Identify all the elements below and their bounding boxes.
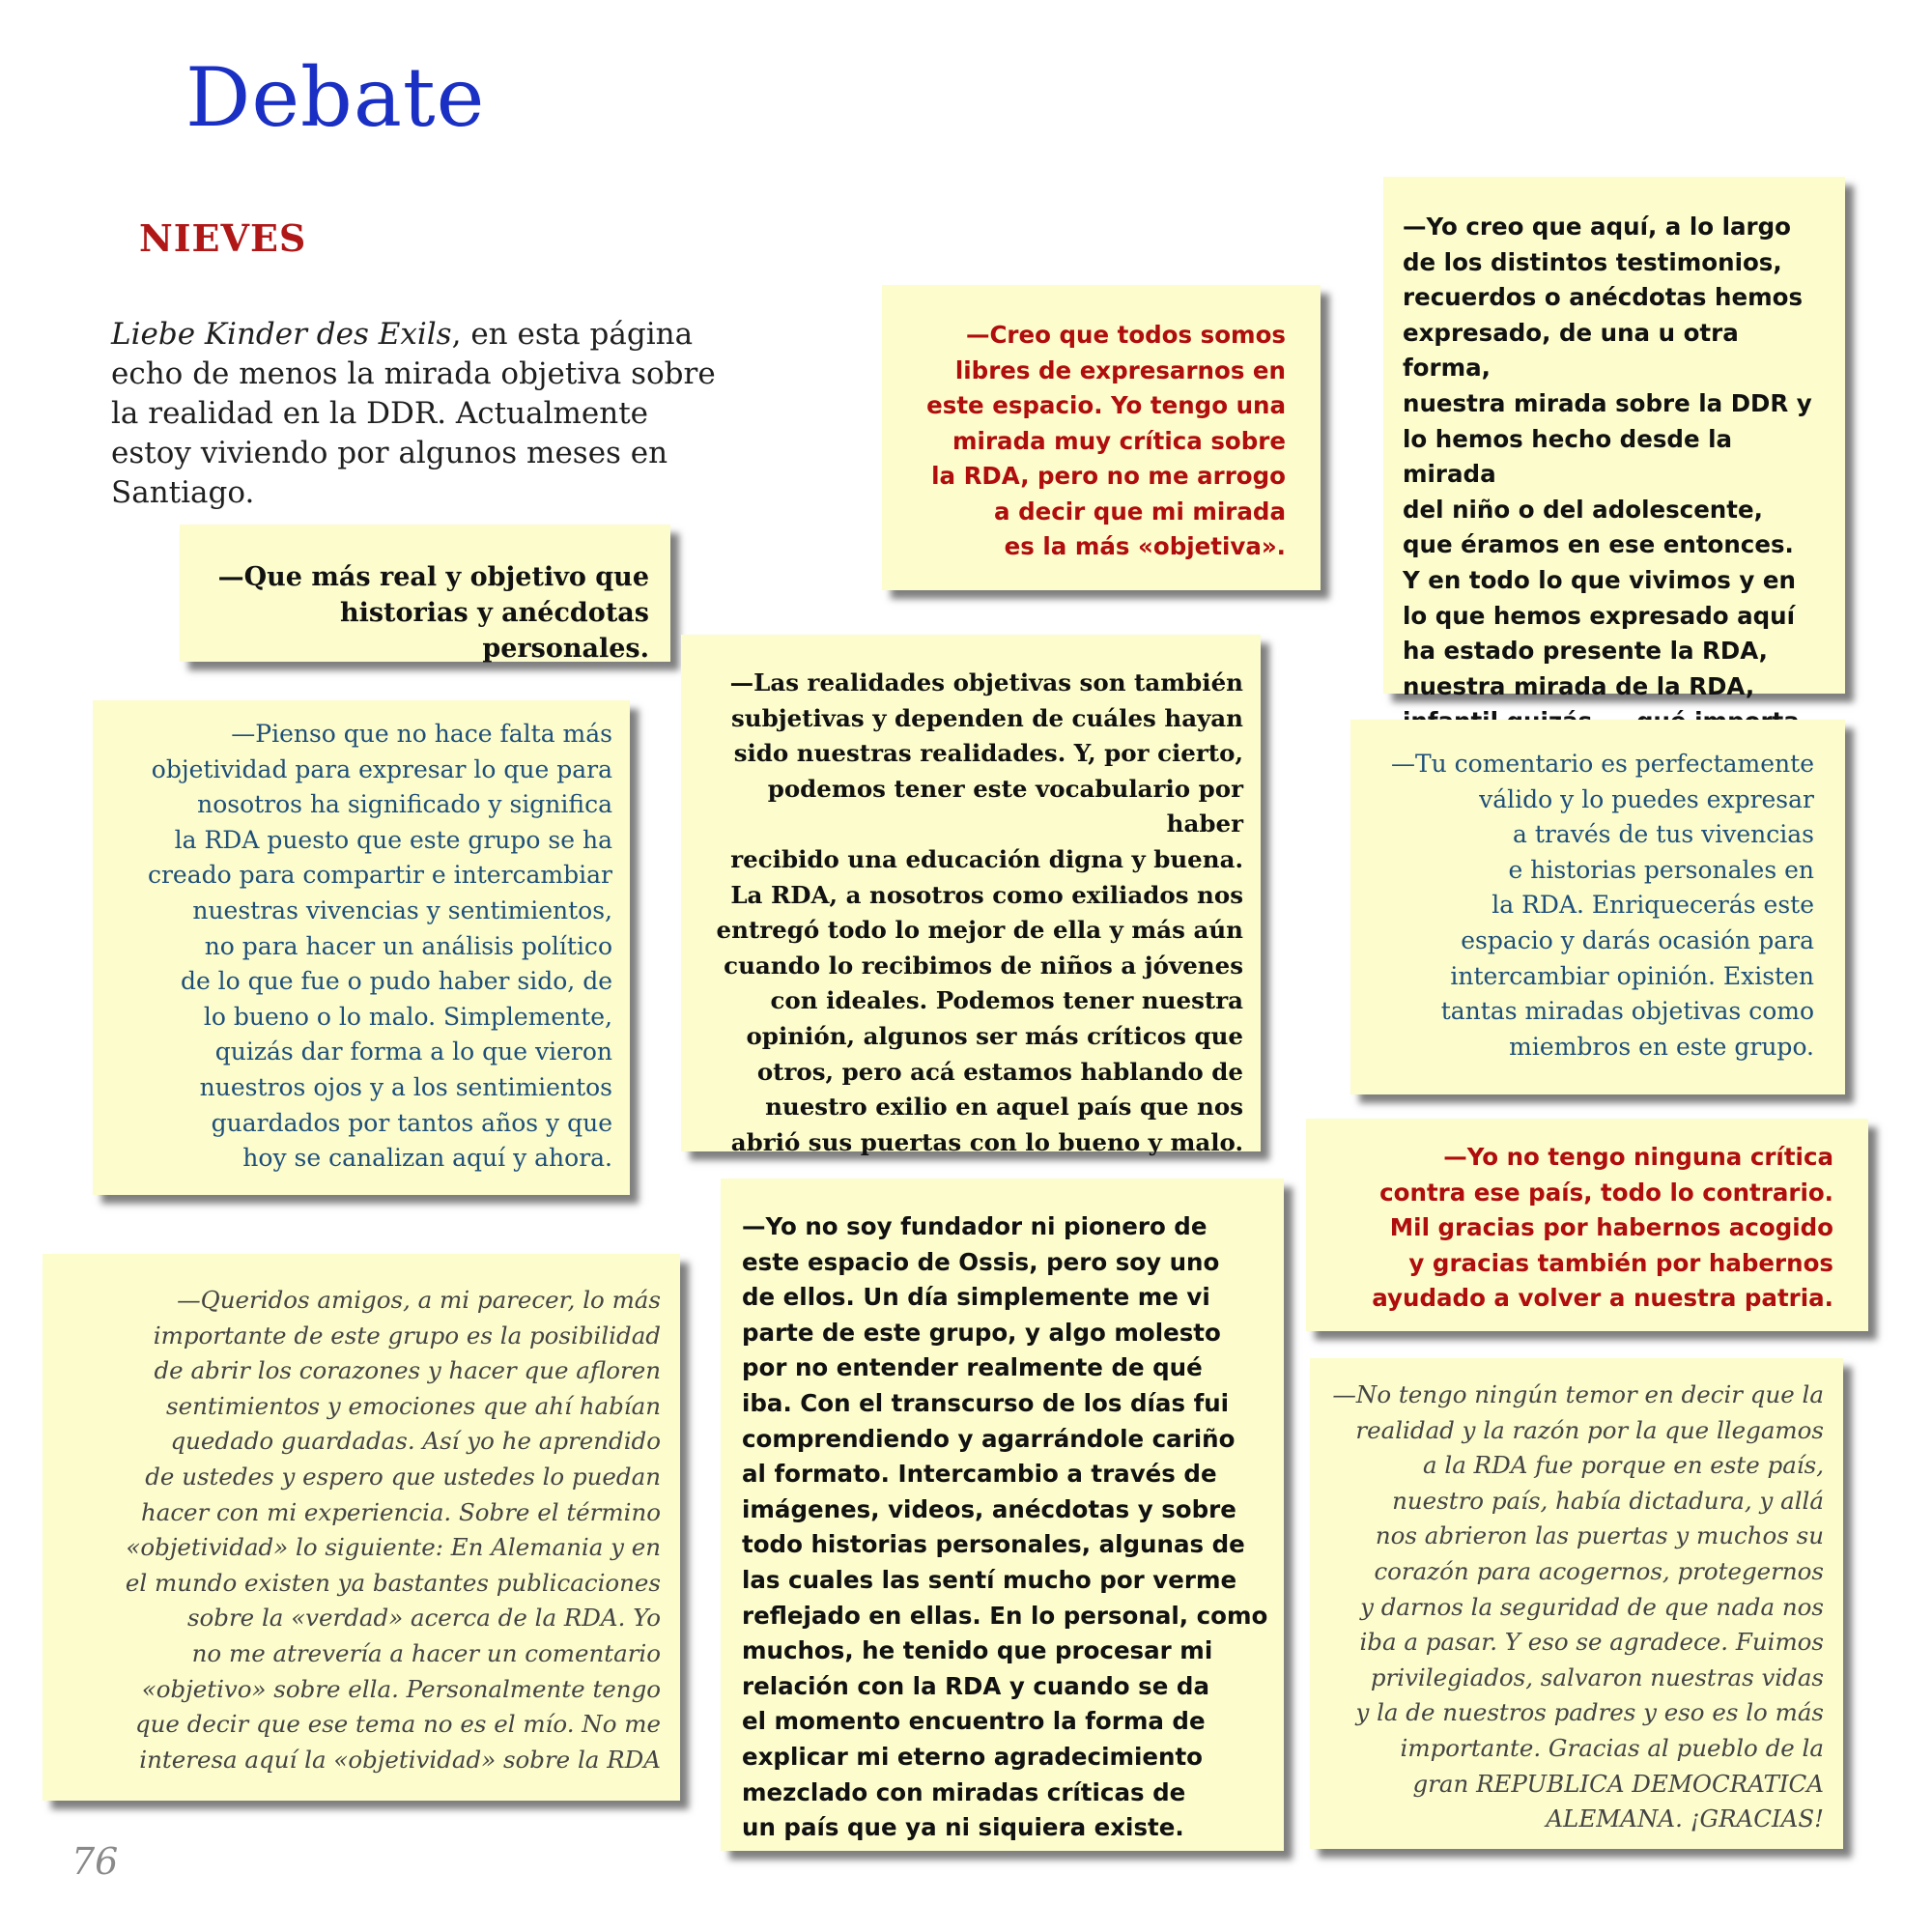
comment-note-4 <box>93 700 630 1195</box>
comment-text: —Yo creo que aquí, a lo largo de los distintos testimonios, recuerdos o anécdotas hemos expresado, de una u otra forma, nuestra mirada sobre la DDR y lo hemos hecho desde la mirada del niño o del adolescente, que éramos en ese entonces. Y en todo lo que vivimos y en lo que hemos expresado aquí ha estado presente la RDA, nuestra mirada de la RDA, <box>1403 213 1812 700</box>
intro-text: , en esta página echo de menos la mirada objetiva sobre la realidad en la DDR. Actualmente estoy viviendo por algunos meses en Santiago. <box>111 317 716 510</box>
page-title: Debate <box>185 50 486 145</box>
comment-text: —Las realidades objetivas son también subjetivas y dependen de cuáles hayan sido nuestras realidades. Y, por cierto, podemos tener este vocabulario por haber recibido una educación digna y buena. La RDA, a nosotros como exiliados nos entregó todo lo mejor de ella y más aún cuando lo recibimos de niños a jóvenes con ideales. Podemos tener nuestra opinión, algunos ser más críticos que otros, pero acá estamos hablando de nuestro exilio en aquel país que nos abrió sus puertas con lo bueno y malo. <box>716 668 1243 1156</box>
comment-text: —Tu comentario es perfectamente válido y lo puedes expresar a través de tus vivencias e historias personales en la RDA. Enriquecerás este espacio y darás ocasión para intercambiar opinión. Existen tantas miradas objetivas como miembros en este grupo. <box>1390 750 1814 1061</box>
comment-text: —Que más real y objetivo que historias y anécdotas personales. <box>217 562 649 664</box>
comment-note-7 <box>1306 1119 1868 1331</box>
comment-text: —Yo no soy fundador ni pionero de este espacio de Ossis, pero soy uno de ellos. Un día simplemente me vi parte de este grupo, y algo molesto por no entender realmente de qué iba. Con el transcurso de los días fui comprendiendo y agarrándole cariño al formato. Intercambio a través de imágenes, videos, anécdotas y sobre todo historias personales, algunas de las cuales las sentí mucho por verme reflejado en ellas. En lo personal, como muchos, he tenido que procesar mi relación con la RDA y cuando se da el momento encuentro la forma de explicar mi eterno agradecimiento mezclado con miradas críticas de un país que ya ni siquiera existe. <box>742 1212 1268 1842</box>
comment-text: —Queridos amigos, a mi parecer, lo más importante de este grupo es la posibilidad de abrir los corazones y hacer que afloren sentimientos y emociones que ahí habían quedado guardadas. Así yo he aprendido de ustedes y espero que ustedes lo puedan hacer con mi experiencia. Sobre el término «objetividad» lo siguiente: En Alemania y en el mundo existen ya bastantes publicaciones sobre la «verdad» acerca de la RDA. Yo no me atrevería a hacer un comentario «objetivo» sobre ella. Personalmente tengo que decir que ese tema no es el mío. No me interesa aquí la «objetividad» sobre la RDA <box>125 1286 661 1774</box>
comment-text: —No tengo ningún temor en decir que la realidad y la razón por la que llegamos a la RDA fue porque en este país, nuestro país, había dictadura, y allá nos abrieron las puertas y muchos su corazón para acogernos, protegernos y darnos la seguridad de que nada nos iba a pasar. Y eso se agradece. Fuimos privilegiados, salvaron nuestras vidas y la de nuestros padres y eso es lo más importante. Gracias al pueblo de la gran REPUBLICA DEMOCRATICA ALEMANA. ¡GRACIAS! <box>1332 1380 1824 1833</box>
comment-note-10 <box>1310 1358 1843 1849</box>
comment-note-1 <box>180 525 670 662</box>
intro-paragraph <box>111 315 729 513</box>
comment-note-9 <box>721 1179 1284 1851</box>
comment-note-5 <box>681 635 1261 1156</box>
intro-greeting: Liebe Kinder des Exils <box>111 317 452 352</box>
author-heading: NIEVES <box>139 216 307 260</box>
comment-note-3 <box>1383 177 1845 700</box>
comment-text: —Creo que todos somos libres de expresarnos en este espacio. Yo tengo una mirada muy crítica sobre la RDA, pero no me arrogo a decir que mi mirada es la más «objetiva». <box>926 321 1286 560</box>
comment-note-2 <box>882 285 1321 590</box>
comment-text: —Yo no tengo ninguna crítica contra ese país, todo lo contrario. Mil gracias por habernos acogido y gracias también por habernos ayudado a volver a nuestra patria. <box>1372 1143 1833 1313</box>
comment-text: —Pienso que no hace falta más objetividad para expresar lo que para nosotros ha significado y significa la RDA puesto que este grupo se ha creado para compartir e intercambiar nuestras vivencias y sentimientos, no para hacer un análisis político de lo que fue o pudo haber sido, de lo bueno o lo malo. Simplemente, quizás dar forma a lo que vieron nuestros ojos y a los sentimientos guardados por tantos años y que hoy se canalizan aquí y ahora. <box>147 720 612 1173</box>
comment-note-6 <box>1350 720 1845 1094</box>
page-number: 76 <box>71 1840 119 1883</box>
comment-note-8 <box>43 1254 680 1801</box>
